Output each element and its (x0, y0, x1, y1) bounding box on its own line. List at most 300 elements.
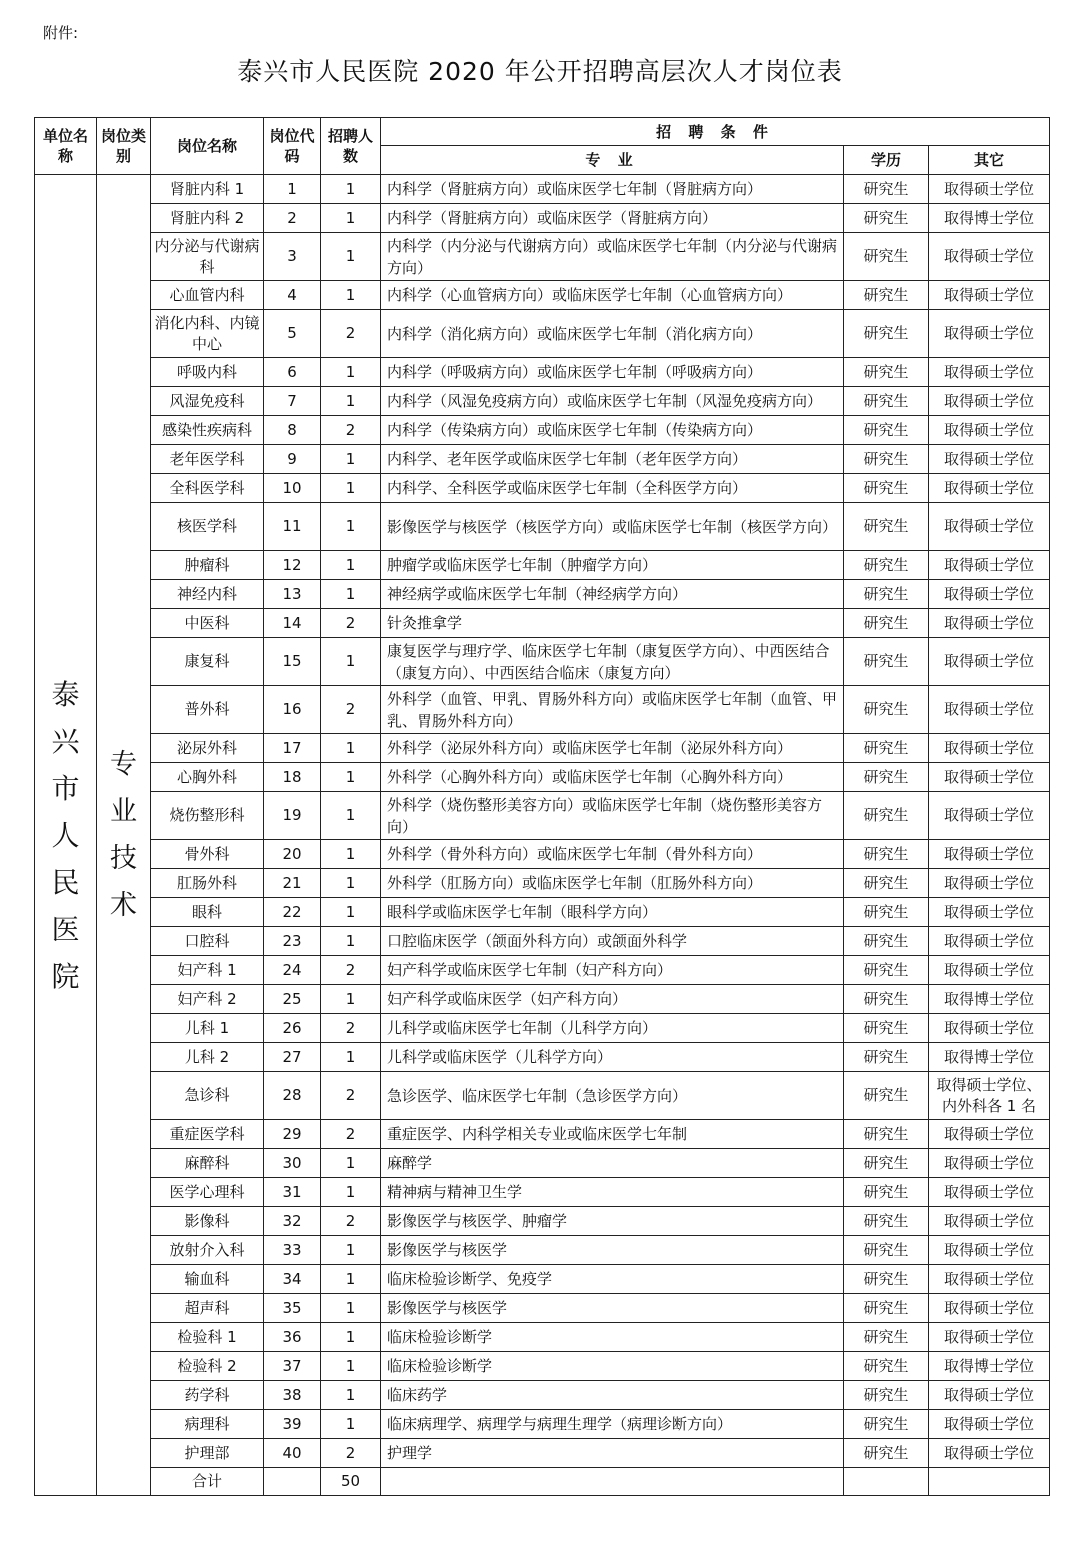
post-name-cell: 消化内科、内镜中心 (151, 310, 264, 358)
recruit-count-cell: 1 (321, 233, 381, 281)
post-code-cell: 24 (264, 956, 321, 985)
recruit-count-cell: 2 (321, 1072, 381, 1120)
major-cell: 临床检验诊断学 (381, 1352, 844, 1381)
post-name-cell: 烧伤整形科 (151, 792, 264, 840)
table-row (35, 580, 1050, 609)
major-cell: 针灸推拿学 (381, 609, 844, 638)
post-name-cell: 呼吸内科 (151, 358, 264, 387)
recruit-count-cell: 1 (321, 869, 381, 898)
post-name-cell: 放射介入科 (151, 1236, 264, 1265)
post-code-cell: 39 (264, 1410, 321, 1439)
education-cell: 研究生 (844, 474, 929, 503)
post-name-cell: 影像科 (151, 1207, 264, 1236)
education-cell: 研究生 (844, 1352, 929, 1381)
header-conditions: 招 聘 条 件 (381, 118, 1050, 146)
post-code-cell: 26 (264, 1014, 321, 1043)
major-cell: 内科学、老年医学或临床医学七年制（老年医学方向） (381, 445, 844, 474)
other-cell: 取得硕士学位 (929, 927, 1050, 956)
major-cell: 儿科学或临床医学（儿科学方向） (381, 1043, 844, 1072)
post-name-cell: 肾脏内科 1 (151, 175, 264, 204)
education-cell: 研究生 (844, 1072, 929, 1120)
post-category-text: 专 业 技 术 (110, 749, 137, 921)
recruit-count-cell: 1 (321, 1178, 381, 1207)
table-row (35, 956, 1050, 985)
post-code-cell: 2 (264, 204, 321, 233)
post-name-cell: 检验科 1 (151, 1323, 264, 1352)
recruit-count-cell: 1 (321, 1294, 381, 1323)
post-name-cell: 儿科 2 (151, 1043, 264, 1072)
other-cell: 取得博士学位 (929, 204, 1050, 233)
other-cell: 取得硕士学位 (929, 956, 1050, 985)
major-cell: 外科学（心胸外科方向）或临床医学七年制（心胸外科方向） (381, 763, 844, 792)
education-cell: 研究生 (844, 763, 929, 792)
post-name-cell: 妇产科 2 (151, 985, 264, 1014)
post-code-cell: 31 (264, 1178, 321, 1207)
table-row (35, 1352, 1050, 1381)
total-count-cell: 50 (321, 1468, 381, 1496)
post-code-cell: 32 (264, 1207, 321, 1236)
recruit-count-cell: 1 (321, 792, 381, 840)
post-code-cell: 35 (264, 1294, 321, 1323)
page-title: 泰兴市人民医院 2020 年公开招聘高层次人才岗位表 (237, 57, 843, 86)
recruit-count-cell: 1 (321, 1352, 381, 1381)
recruit-count-cell: 1 (321, 387, 381, 416)
post-code-cell: 9 (264, 445, 321, 474)
recruit-count-cell: 1 (321, 551, 381, 580)
other-cell: 取得硕士学位 (929, 1178, 1050, 1207)
major-cell: 急诊医学、临床医学七年制（急诊医学方向） (381, 1072, 844, 1120)
education-cell: 研究生 (844, 1439, 929, 1468)
major-cell: 外科学（泌尿外科方向）或临床医学七年制（泌尿外科方向） (381, 734, 844, 763)
other-cell: 取得硕士学位 (929, 763, 1050, 792)
table-row (35, 1323, 1050, 1352)
recruit-count-cell: 1 (321, 474, 381, 503)
major-cell: 影像医学与核医学、肿瘤学 (381, 1207, 844, 1236)
other-cell: 取得硕士学位 (929, 358, 1050, 387)
table-row (35, 1072, 1050, 1120)
major-cell: 内科学（内分泌与代谢病方向）或临床医学七年制（内分泌与代谢病方向） (381, 233, 844, 281)
post-name-cell: 医学心理科 (151, 1178, 264, 1207)
table-row (35, 281, 1050, 310)
other-cell: 取得硕士学位 (929, 1439, 1050, 1468)
recruit-count-cell: 1 (321, 1410, 381, 1439)
post-code-cell: 17 (264, 734, 321, 763)
total-major-cell (381, 1468, 844, 1496)
recruit-count-cell: 2 (321, 1120, 381, 1149)
post-name-cell: 康复科 (151, 638, 264, 686)
post-name-cell: 超声科 (151, 1294, 264, 1323)
post-name-cell: 急诊科 (151, 1072, 264, 1120)
table-row (35, 1236, 1050, 1265)
post-code-cell: 4 (264, 281, 321, 310)
post-code-cell: 5 (264, 310, 321, 358)
recruit-count-cell: 1 (321, 445, 381, 474)
major-cell: 妇产科学或临床医学七年制（妇产科方向） (381, 956, 844, 985)
major-cell: 临床药学 (381, 1381, 844, 1410)
post-name-cell: 中医科 (151, 609, 264, 638)
post-code-cell: 23 (264, 927, 321, 956)
major-cell: 护理学 (381, 1439, 844, 1468)
post-code-cell: 10 (264, 474, 321, 503)
unit-name-cell (35, 175, 97, 1496)
major-cell: 内科学（肾脏病方向）或临床医学（肾脏病方向） (381, 204, 844, 233)
table-row (35, 1410, 1050, 1439)
table-row (35, 686, 1050, 734)
education-cell: 研究生 (844, 1381, 929, 1410)
header-education: 学历 (844, 146, 929, 175)
header-unit-name: 单位名称 (35, 118, 97, 175)
other-cell: 取得硕士学位 (929, 445, 1050, 474)
education-cell: 研究生 (844, 1410, 929, 1439)
table-row (35, 1043, 1050, 1072)
education-cell: 研究生 (844, 956, 929, 985)
major-cell: 康复医学与理疗学、临床医学七年制（康复医学方向）、中西医结合（康复方向）、中西医结合临床（康复方向） (381, 638, 844, 686)
header-major: 专 业 (381, 146, 844, 175)
other-cell: 取得硕士学位 (929, 638, 1050, 686)
recruit-count-cell: 1 (321, 638, 381, 686)
education-cell: 研究生 (844, 1149, 929, 1178)
recruit-count-cell: 2 (321, 956, 381, 985)
table-row (35, 985, 1050, 1014)
education-cell: 研究生 (844, 840, 929, 869)
post-code-cell: 11 (264, 503, 321, 551)
post-code-cell: 34 (264, 1265, 321, 1294)
other-cell: 取得硕士学位 (929, 686, 1050, 734)
total-education-cell (844, 1468, 929, 1496)
other-cell: 取得硕士学位 (929, 1207, 1050, 1236)
post-name-cell: 肛肠外科 (151, 869, 264, 898)
other-cell: 取得硕士学位 (929, 609, 1050, 638)
recruit-count-cell: 1 (321, 1323, 381, 1352)
post-code-cell: 27 (264, 1043, 321, 1072)
education-cell: 研究生 (844, 1178, 929, 1207)
table-row (35, 1265, 1050, 1294)
major-cell: 外科学（血管、甲乳、胃肠外科方向）或临床医学七年制（血管、甲乳、胃肠外科方向） (381, 686, 844, 734)
post-name-cell: 肿瘤科 (151, 551, 264, 580)
post-code-cell: 19 (264, 792, 321, 840)
header-post-category: 岗位类别 (97, 118, 151, 175)
post-name-cell: 妇产科 1 (151, 956, 264, 985)
education-cell: 研究生 (844, 551, 929, 580)
other-cell: 取得硕士学位 (929, 387, 1050, 416)
education-cell: 研究生 (844, 1014, 929, 1043)
major-cell: 儿科学或临床医学七年制（儿科学方向） (381, 1014, 844, 1043)
recruit-count-cell: 2 (321, 1207, 381, 1236)
education-cell: 研究生 (844, 792, 929, 840)
post-code-cell: 29 (264, 1120, 321, 1149)
post-code-cell: 1 (264, 175, 321, 204)
table-row (35, 1381, 1050, 1410)
recruit-count-cell: 2 (321, 609, 381, 638)
education-cell: 研究生 (844, 310, 929, 358)
table-row (35, 175, 1050, 204)
major-cell: 内科学（呼吸病方向）或临床医学七年制（呼吸病方向） (381, 358, 844, 387)
education-cell: 研究生 (844, 1120, 929, 1149)
post-code-cell: 3 (264, 233, 321, 281)
post-code-cell: 20 (264, 840, 321, 869)
post-code-cell: 37 (264, 1352, 321, 1381)
other-cell: 取得硕士学位 (929, 551, 1050, 580)
recruit-count-cell: 2 (321, 1014, 381, 1043)
other-cell: 取得硕士学位 (929, 1323, 1050, 1352)
table-row (35, 1178, 1050, 1207)
major-cell: 眼科学或临床医学七年制（眼科学方向） (381, 898, 844, 927)
unit-name-text: 泰 兴 市 人 民 医 院 (51, 677, 80, 993)
recruit-count-cell: 1 (321, 1381, 381, 1410)
total-row (35, 1468, 1050, 1496)
table-row (35, 310, 1050, 358)
education-cell: 研究生 (844, 358, 929, 387)
other-cell: 取得硕士学位 (929, 734, 1050, 763)
post-name-cell: 老年医学科 (151, 445, 264, 474)
other-cell: 取得硕士学位 (929, 1014, 1050, 1043)
recruit-count-cell: 1 (321, 734, 381, 763)
post-name-cell: 心胸外科 (151, 763, 264, 792)
post-code-cell: 21 (264, 869, 321, 898)
other-cell: 取得硕士学位 (929, 175, 1050, 204)
other-cell: 取得硕士学位 (929, 869, 1050, 898)
major-cell: 内科学（肾脏病方向）或临床医学七年制（肾脏病方向） (381, 175, 844, 204)
education-cell: 研究生 (844, 985, 929, 1014)
other-cell: 取得硕士学位 (929, 898, 1050, 927)
post-category-cell (97, 175, 151, 1496)
other-cell: 取得硕士学位 (929, 233, 1050, 281)
post-code-cell: 8 (264, 416, 321, 445)
post-name-cell: 泌尿外科 (151, 734, 264, 763)
post-code-cell: 22 (264, 898, 321, 927)
other-cell: 取得硕士学位 (929, 580, 1050, 609)
header-post-code: 岗位代码 (264, 118, 321, 175)
major-cell: 临床检验诊断学、免疫学 (381, 1265, 844, 1294)
major-cell: 内科学（消化病方向）或临床医学七年制（消化病方向） (381, 310, 844, 358)
recruit-count-cell: 1 (321, 840, 381, 869)
post-name-cell: 心血管内科 (151, 281, 264, 310)
table-row (35, 869, 1050, 898)
post-code-cell: 13 (264, 580, 321, 609)
post-code-cell: 36 (264, 1323, 321, 1352)
education-cell: 研究生 (844, 445, 929, 474)
education-cell: 研究生 (844, 1294, 929, 1323)
table-row (35, 609, 1050, 638)
education-cell: 研究生 (844, 281, 929, 310)
education-cell: 研究生 (844, 503, 929, 551)
table-row (35, 503, 1050, 551)
table-body (35, 175, 1050, 1496)
other-cell: 取得硕士学位 (929, 503, 1050, 551)
recruit-count-cell: 1 (321, 503, 381, 551)
table-row (35, 1120, 1050, 1149)
education-cell: 研究生 (844, 898, 929, 927)
education-cell: 研究生 (844, 175, 929, 204)
header-recruit-count: 招聘人数 (321, 118, 381, 175)
post-code-cell: 7 (264, 387, 321, 416)
post-code-cell: 12 (264, 551, 321, 580)
table-row (35, 1439, 1050, 1468)
other-cell: 取得硕士学位 (929, 310, 1050, 358)
total-other-cell (929, 1468, 1050, 1496)
post-code-cell: 14 (264, 609, 321, 638)
other-cell: 取得硕士学位 (929, 1410, 1050, 1439)
recruitment-table (34, 117, 1050, 1496)
post-code-cell: 6 (264, 358, 321, 387)
recruit-count-cell: 2 (321, 1439, 381, 1468)
major-cell: 影像医学与核医学 (381, 1294, 844, 1323)
table-row (35, 840, 1050, 869)
other-cell: 取得硕士学位 (929, 840, 1050, 869)
major-cell: 内科学、全科医学或临床医学七年制（全科医学方向） (381, 474, 844, 503)
education-cell: 研究生 (844, 869, 929, 898)
recruit-count-cell: 2 (321, 416, 381, 445)
education-cell: 研究生 (844, 580, 929, 609)
post-name-cell: 输血科 (151, 1265, 264, 1294)
major-cell: 肿瘤学或临床医学七年制（肿瘤学方向） (381, 551, 844, 580)
table-row (35, 638, 1050, 686)
post-code-cell: 28 (264, 1072, 321, 1120)
post-name-cell: 全科医学科 (151, 474, 264, 503)
other-cell: 取得博士学位 (929, 1352, 1050, 1381)
major-cell: 妇产科学或临床医学（妇产科方向） (381, 985, 844, 1014)
education-cell: 研究生 (844, 387, 929, 416)
education-cell: 研究生 (844, 204, 929, 233)
major-cell: 内科学（心血管病方向）或临床医学七年制（心血管病方向） (381, 281, 844, 310)
header-other: 其它 (929, 146, 1050, 175)
major-cell: 麻醉学 (381, 1149, 844, 1178)
education-cell: 研究生 (844, 233, 929, 281)
major-cell: 重症医学、内科学相关专业或临床医学七年制 (381, 1120, 844, 1149)
other-cell: 取得博士学位 (929, 985, 1050, 1014)
other-cell: 取得硕士学位 (929, 1120, 1050, 1149)
major-cell: 外科学（肛肠方向）或临床医学七年制（肛肠外科方向） (381, 869, 844, 898)
major-cell: 内科学（风湿免疫病方向）或临床医学七年制（风湿免疫病方向） (381, 387, 844, 416)
major-cell: 临床检验诊断学 (381, 1323, 844, 1352)
table-row (35, 204, 1050, 233)
major-cell: 临床病理学、病理学与病理生理学（病理诊断方向） (381, 1410, 844, 1439)
table-row (35, 387, 1050, 416)
major-cell: 精神病与精神卫生学 (381, 1178, 844, 1207)
post-name-cell: 神经内科 (151, 580, 264, 609)
table-row (35, 927, 1050, 956)
major-cell: 影像医学与核医学（核医学方向）或临床医学七年制（核医学方向） (381, 503, 844, 551)
post-code-cell: 38 (264, 1381, 321, 1410)
post-code-cell: 30 (264, 1149, 321, 1178)
major-cell: 神经病学或临床医学七年制（神经病学方向） (381, 580, 844, 609)
education-cell: 研究生 (844, 734, 929, 763)
post-name-cell: 核医学科 (151, 503, 264, 551)
major-cell: 内科学（传染病方向）或临床医学七年制（传染病方向） (381, 416, 844, 445)
recruit-count-cell: 1 (321, 175, 381, 204)
recruit-count-cell: 1 (321, 927, 381, 956)
recruit-count-cell: 1 (321, 898, 381, 927)
table-row (35, 1149, 1050, 1178)
total-code-cell (264, 1468, 321, 1496)
recruit-count-cell: 1 (321, 763, 381, 792)
post-code-cell: 15 (264, 638, 321, 686)
table-row (35, 358, 1050, 387)
other-cell: 取得硕士学位 (929, 474, 1050, 503)
table-row (35, 1294, 1050, 1323)
other-cell: 取得硕士学位 (929, 416, 1050, 445)
recruit-count-cell: 1 (321, 204, 381, 233)
post-name-cell: 重症医学科 (151, 1120, 264, 1149)
post-code-cell: 18 (264, 763, 321, 792)
table-row (35, 474, 1050, 503)
education-cell: 研究生 (844, 1043, 929, 1072)
education-cell: 研究生 (844, 416, 929, 445)
education-cell: 研究生 (844, 686, 929, 734)
post-name-cell: 风湿免疫科 (151, 387, 264, 416)
attachment-label: 附件: (43, 24, 79, 42)
post-code-cell: 25 (264, 985, 321, 1014)
recruit-count-cell: 1 (321, 985, 381, 1014)
table-row (35, 792, 1050, 840)
post-name-cell: 普外科 (151, 686, 264, 734)
post-name-cell: 口腔科 (151, 927, 264, 956)
post-name-cell: 药学科 (151, 1381, 264, 1410)
table-row (35, 763, 1050, 792)
table-row (35, 551, 1050, 580)
post-name-cell: 麻醉科 (151, 1149, 264, 1178)
post-name-cell: 儿科 1 (151, 1014, 264, 1043)
post-name-cell: 护理部 (151, 1439, 264, 1468)
post-name-cell: 病理科 (151, 1410, 264, 1439)
total-label-cell: 合计 (151, 1468, 264, 1496)
recruit-count-cell: 1 (321, 358, 381, 387)
recruit-count-cell: 1 (321, 1236, 381, 1265)
other-cell: 取得硕士学位 (929, 792, 1050, 840)
other-cell: 取得硕士学位 (929, 1294, 1050, 1323)
other-cell: 取得博士学位 (929, 1043, 1050, 1072)
post-name-cell: 眼科 (151, 898, 264, 927)
other-cell: 取得硕士学位 (929, 1265, 1050, 1294)
major-cell: 外科学（骨外科方向）或临床医学七年制（骨外科方向） (381, 840, 844, 869)
education-cell: 研究生 (844, 609, 929, 638)
recruit-count-cell: 1 (321, 580, 381, 609)
table-row (35, 1207, 1050, 1236)
education-cell: 研究生 (844, 1323, 929, 1352)
post-name-cell: 肾脏内科 2 (151, 204, 264, 233)
post-name-cell: 感染性疾病科 (151, 416, 264, 445)
header-post-name: 岗位名称 (151, 118, 264, 175)
other-cell: 取得硕士学位 (929, 1381, 1050, 1410)
table-row (35, 734, 1050, 763)
other-cell: 取得硕士学位 (929, 1236, 1050, 1265)
post-code-cell: 33 (264, 1236, 321, 1265)
table-row (35, 898, 1050, 927)
table-row (35, 1014, 1050, 1043)
recruit-count-cell: 2 (321, 686, 381, 734)
post-name-cell: 检验科 2 (151, 1352, 264, 1381)
other-cell: 取得硕士学位、内外科各 1 名 (929, 1072, 1050, 1120)
post-code-cell: 16 (264, 686, 321, 734)
recruit-count-cell: 2 (321, 310, 381, 358)
other-cell: 取得硕士学位 (929, 281, 1050, 310)
education-cell: 研究生 (844, 1236, 929, 1265)
other-cell: 取得硕士学位 (929, 1149, 1050, 1178)
recruit-count-cell: 1 (321, 281, 381, 310)
table-row (35, 445, 1050, 474)
major-cell: 外科学（烧伤整形美容方向）或临床医学七年制（烧伤整形美容方向） (381, 792, 844, 840)
education-cell: 研究生 (844, 638, 929, 686)
major-cell: 口腔临床医学（颌面外科方向）或颌面外科学 (381, 927, 844, 956)
post-code-cell: 40 (264, 1439, 321, 1468)
table-row (35, 416, 1050, 445)
table-row (35, 233, 1050, 281)
post-name-cell: 内分泌与代谢病科 (151, 233, 264, 281)
education-cell: 研究生 (844, 1265, 929, 1294)
education-cell: 研究生 (844, 1207, 929, 1236)
recruit-count-cell: 1 (321, 1149, 381, 1178)
post-name-cell: 骨外科 (151, 840, 264, 869)
